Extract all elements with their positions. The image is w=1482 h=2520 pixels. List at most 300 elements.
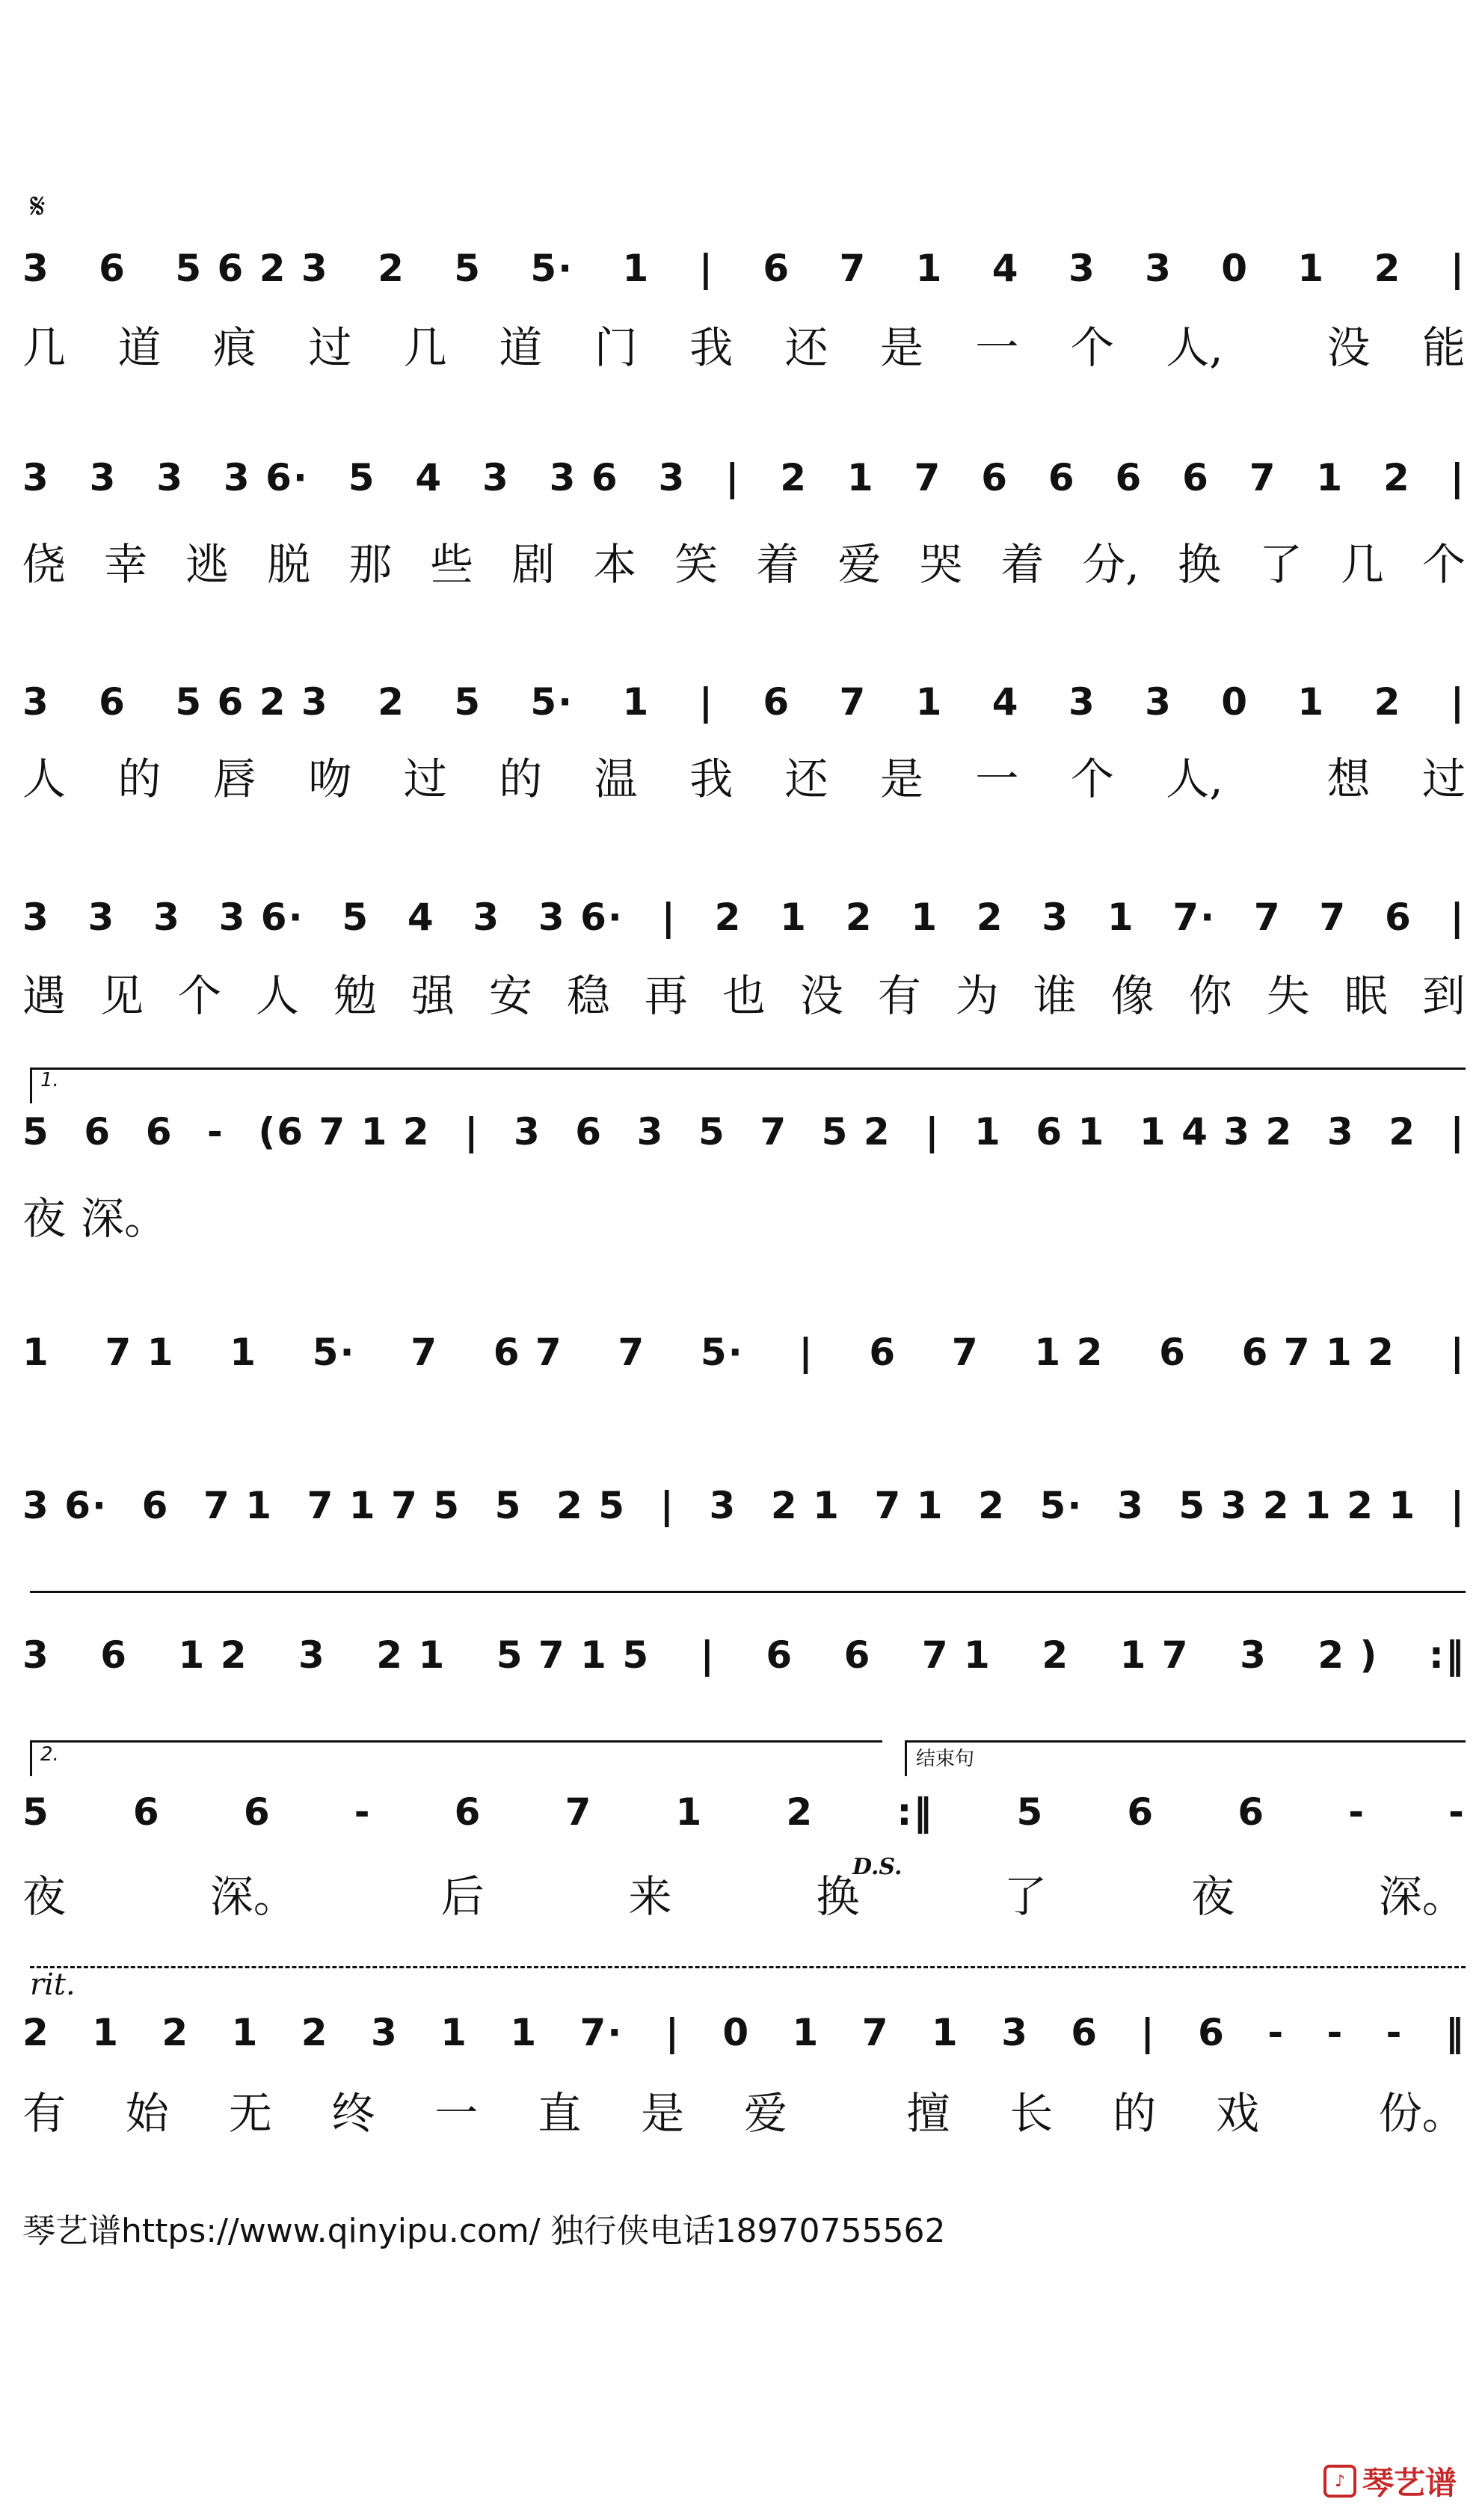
note-group: 2	[22, 2011, 50, 2054]
note-group: |	[698, 247, 714, 290]
lyric-char: 几	[22, 322, 67, 373]
lyric-char: 能	[1421, 322, 1466, 373]
note-group: 6 7	[493, 1331, 563, 1374]
lyric-char: 为	[955, 970, 999, 1021]
note-group: 5 2	[821, 1110, 891, 1153]
note-group: 2 )	[1317, 1633, 1379, 1677]
note-group: 6	[981, 456, 1009, 499]
segno-sign: 𝄋	[30, 185, 46, 227]
note-group: 1	[510, 2011, 538, 2054]
lyric-char: 擅	[906, 2088, 950, 2139]
note-group: 5·	[312, 1331, 356, 1374]
lyric-char: 道	[117, 322, 162, 373]
note-group: 2	[1042, 1633, 1070, 1677]
note-group: 2	[301, 2011, 329, 2054]
note-group: 3	[658, 456, 686, 499]
note-group: 6	[99, 680, 126, 724]
logo-icon: ♪	[1323, 2465, 1356, 2498]
note-group: 6	[1237, 1790, 1266, 1834]
volta-1-bracket	[30, 1068, 1466, 1070]
lyric-char: 一	[975, 754, 1019, 804]
note-group: 2	[845, 896, 873, 939]
note-group: 4	[991, 247, 1020, 290]
note-group: 3	[89, 456, 117, 499]
lyric-char: 几	[1340, 539, 1384, 590]
note-group: 3	[298, 1633, 326, 1677]
note-group: 7 1	[874, 1484, 944, 1527]
note-group: |	[665, 2011, 680, 2054]
note-group: -	[354, 1790, 372, 1834]
note-group: 5·	[700, 1331, 744, 1374]
note-group: 3	[1042, 896, 1070, 939]
note-group: 6	[1384, 896, 1412, 939]
logo-text: 琴艺谱	[1362, 2465, 1457, 2501]
lyrics-row-2	[22, 529, 1466, 592]
note-group: |	[1450, 456, 1466, 499]
note-group: 3	[87, 896, 116, 939]
note-group: 5·	[530, 680, 574, 724]
note-group: |	[700, 1633, 716, 1677]
note-group: -	[1267, 2011, 1285, 2054]
lyric-char: 后	[440, 1871, 485, 1922]
note-group: 0	[1221, 680, 1249, 724]
lyric-char: 哭	[919, 539, 963, 590]
note-group: |	[659, 1484, 675, 1527]
lyrics-row-5	[22, 1183, 1466, 1246]
note-group: 3 6·	[218, 896, 304, 939]
notation-row-9	[22, 1790, 1466, 1834]
lyric-char: 一	[975, 322, 1019, 373]
note-group: 4	[415, 456, 443, 499]
lyric-char: 唇	[212, 754, 256, 804]
note-group: 3	[370, 2011, 399, 2054]
note-group: 5·	[530, 247, 574, 290]
note-group: |	[661, 896, 677, 939]
lyric-char: 眠	[1344, 970, 1388, 1021]
notation-row-10	[22, 2011, 1466, 2054]
note-group: 2	[1374, 680, 1402, 724]
note-group: 3	[156, 456, 185, 499]
lyric-char: 夜	[22, 1871, 67, 1922]
note-group: 2 5	[556, 1484, 627, 1527]
lyric-char: 些	[430, 539, 474, 590]
note-group: 6	[843, 1633, 872, 1677]
note-group: |	[698, 680, 714, 724]
note-group: 6	[1127, 1790, 1155, 1834]
volta-2-tick	[30, 1740, 32, 1776]
note-group: 7	[411, 1331, 438, 1374]
note-group: 3	[1145, 247, 1172, 290]
lyric-char: 终	[331, 2088, 375, 2139]
lyric-char: 换	[1177, 539, 1221, 590]
note-group: 7	[861, 2011, 890, 2054]
notation-row-4	[22, 896, 1466, 939]
note-group: |	[464, 1110, 480, 1153]
ending-bracket	[905, 1740, 1466, 1743]
lyric-char: 想	[1326, 754, 1371, 804]
note-group: 1 2	[1034, 1331, 1104, 1374]
note-group: 1	[974, 1110, 1002, 1153]
note-group: |	[1450, 1110, 1466, 1153]
note-group: 5·	[1039, 1484, 1083, 1527]
note-group: 2	[378, 680, 405, 724]
lyric-char: 没	[799, 970, 843, 1021]
note-group: 6	[1198, 2011, 1226, 2054]
note-group: 3	[482, 456, 510, 499]
notation-row-7	[22, 1484, 1466, 1527]
note-group: 1	[92, 2011, 120, 2054]
note-group: 5	[698, 1110, 726, 1153]
lyric-char: 来	[628, 1871, 672, 1922]
lyric-char: 安	[488, 970, 532, 1021]
note-group: 5	[342, 896, 370, 939]
note-group: 2	[978, 1484, 1006, 1527]
lyric-char: 过	[1421, 754, 1466, 804]
volta-1-label: 1.	[40, 1069, 59, 1091]
volta-1-tick	[30, 1068, 32, 1103]
lyric-char: 人	[255, 970, 299, 1021]
lyrics-row-3	[22, 744, 1466, 807]
note-group: 1	[675, 1790, 704, 1834]
note-group: |	[1450, 247, 1466, 290]
lyric-char: 一	[434, 2088, 479, 2139]
lyric-char: 是	[879, 754, 923, 804]
lyric-char: 人	[22, 754, 67, 804]
note-group: 1	[915, 680, 944, 724]
note-group: 6 1	[1036, 1110, 1106, 1153]
lyric-char: 过	[403, 754, 447, 804]
note-group: 3	[22, 456, 50, 499]
lyric-char: 温	[594, 754, 638, 804]
note-group: -	[1448, 1790, 1466, 1834]
note-group: 6	[243, 1790, 271, 1834]
note-group: 1 4 3 2	[1139, 1110, 1294, 1153]
note-group: 2	[1383, 456, 1411, 499]
note-group: 0	[1221, 247, 1249, 290]
note-group: ‖	[1445, 2011, 1466, 2054]
note-group: -	[1348, 1790, 1365, 1834]
note-group: |	[925, 1110, 941, 1153]
note-group: 3 6·	[538, 896, 624, 939]
note-group: 5	[454, 680, 482, 724]
note-group: 3	[153, 896, 181, 939]
note-group: 3	[1145, 680, 1172, 724]
note-group: 0	[722, 2011, 751, 2054]
note-group: 1	[230, 1331, 257, 1374]
note-group: 1	[1107, 896, 1135, 939]
lyric-char: 谁	[1033, 970, 1077, 1021]
lyric-char: 笑	[674, 539, 719, 590]
note-group: 2	[976, 896, 1004, 939]
lyric-char: 人,	[1166, 754, 1223, 804]
note-group: 1	[792, 2011, 820, 2054]
lyric-char: 几	[403, 322, 447, 373]
lyric-char: 爱	[743, 2088, 787, 2139]
note-group: 2	[162, 2011, 190, 2054]
note-group: 6 7 1 2	[1241, 1331, 1395, 1374]
note-group: 6	[1182, 456, 1210, 499]
lyric-char: 夜	[1191, 1871, 1235, 1922]
note-group: 1	[931, 2011, 959, 2054]
lyric-char: 的	[1113, 2088, 1157, 2139]
note-group: 6	[763, 247, 791, 290]
lyric-char: 我	[689, 322, 734, 373]
lyric-char: 夜	[22, 1193, 67, 1244]
note-group: 1	[846, 456, 875, 499]
note-group: 6	[132, 1790, 161, 1834]
lyric-char: 痕	[212, 322, 256, 373]
note-group: 1	[231, 2011, 259, 2054]
lyric-char: 侥	[22, 539, 67, 590]
lyric-char: 了	[1258, 539, 1303, 590]
lyric-char: 再	[644, 970, 688, 1021]
lyric-char: 还	[784, 754, 828, 804]
note-group: 3	[709, 1484, 737, 1527]
note-group: 6	[99, 247, 126, 290]
note-group: |	[1140, 2011, 1156, 2054]
lyrics-row-10	[22, 2078, 1466, 2141]
note-group: 5 6 2 3	[175, 680, 329, 724]
note-group: 3	[1116, 1484, 1145, 1527]
lyric-char: 逃	[185, 539, 230, 590]
note-group: 2	[378, 247, 405, 290]
lyric-char: 稳	[566, 970, 610, 1021]
lyric-char: 着	[1000, 539, 1045, 590]
notation-row-3	[22, 680, 1466, 724]
ds-marking: D.S.	[852, 1854, 903, 1880]
lyric-char: 强	[411, 970, 455, 1021]
lyric-char: 换	[816, 1871, 860, 1922]
note-group: 5 7 1 5	[496, 1633, 651, 1677]
note-group: 2	[786, 1790, 814, 1834]
note-group: 5	[454, 247, 482, 290]
lyric-char: 遇	[22, 970, 67, 1021]
lyric-char: 脱	[267, 539, 311, 590]
lyrics-row-4	[22, 961, 1466, 1023]
lyric-char: 还	[784, 322, 828, 373]
note-group: 6	[869, 1331, 897, 1374]
note-group: 1	[440, 2011, 468, 2054]
note-group: 1 2	[178, 1633, 248, 1677]
note-group: 2 1	[770, 1484, 840, 1527]
lyric-char: 那	[348, 539, 393, 590]
note-group: 7	[1249, 456, 1277, 499]
note-group: |	[1450, 1484, 1466, 1527]
note-group: 6	[1071, 2011, 1099, 2054]
lyric-char: 的	[117, 754, 162, 804]
lyric-char: 始	[125, 2088, 169, 2139]
lyric-char: 人,	[1166, 322, 1223, 373]
note-group: 3	[22, 896, 50, 939]
note-group: 6	[763, 680, 791, 724]
lyrics-row-1	[22, 312, 1466, 375]
note-group: 7	[951, 1331, 980, 1374]
lyric-char: 深。	[1378, 1871, 1466, 1922]
note-group: 1 7	[1119, 1633, 1190, 1677]
note-group: 4	[991, 680, 1020, 724]
lyric-char: 戏	[1216, 2088, 1260, 2139]
lyric-char: 到	[1421, 970, 1466, 1021]
lyric-char: 有	[22, 2088, 67, 2139]
note-group: 7	[839, 680, 867, 724]
note-group: 7	[760, 1110, 788, 1153]
note-group: 6	[1048, 456, 1076, 499]
note-group: 3 6·	[22, 1484, 108, 1527]
lyric-char: 长	[1009, 2088, 1054, 2139]
note-group: -	[1326, 2011, 1344, 2054]
lyric-char: 深。	[209, 1871, 297, 1922]
rit-line	[30, 1966, 1466, 1968]
note-group: 7 1 7 5	[307, 1484, 461, 1527]
note-group: 7	[839, 247, 867, 290]
site-logo	[1323, 2459, 1457, 2504]
note-group: 6	[100, 1633, 129, 1677]
lyric-char: 本	[593, 539, 637, 590]
note-group: 2	[1374, 247, 1402, 290]
note-group: 6	[575, 1110, 603, 1153]
note-group: 1	[915, 247, 944, 290]
notation-row-2	[22, 456, 1466, 499]
note-group: 5	[494, 1484, 523, 1527]
note-group: 3	[473, 896, 501, 939]
note-group: 7	[1253, 896, 1282, 939]
lyric-char: 幸	[104, 539, 148, 590]
note-group: 7	[1319, 896, 1347, 939]
note-group: 3	[22, 1633, 50, 1677]
note-group: 3 6·	[223, 456, 309, 499]
note-group: 6	[1115, 456, 1143, 499]
note-group: 7 1	[203, 1484, 273, 1527]
note-group: 1	[1297, 247, 1326, 290]
note-group: 7·	[579, 2011, 624, 2054]
lyric-char: 没	[1326, 322, 1371, 373]
lyric-char: 勉	[333, 970, 377, 1021]
note-group: 3	[1068, 680, 1096, 724]
note-group: 7	[914, 456, 942, 499]
note-group: |	[1450, 680, 1466, 724]
note-group: 7 1	[921, 1633, 991, 1677]
lyric-char: 个	[1070, 754, 1114, 804]
lyric-char: 的	[499, 754, 543, 804]
note-group: 3	[636, 1110, 665, 1153]
volta-2-label: 2.	[40, 1743, 59, 1766]
note-group: 1	[1316, 456, 1344, 499]
note-group: 6	[454, 1790, 482, 1834]
note-group: :‖	[1428, 1633, 1466, 1677]
note-group: 6	[145, 1110, 173, 1153]
lyric-char: 像	[1110, 970, 1154, 1021]
lyric-char: 见	[99, 970, 144, 1021]
note-group: |	[1450, 1331, 1466, 1374]
lyric-char: 分,	[1082, 539, 1140, 590]
note-group: 6	[84, 1110, 112, 1153]
lyric-char: 你	[1188, 970, 1232, 1021]
note-group: 5	[22, 1790, 50, 1834]
note-group: -	[207, 1110, 224, 1153]
lyric-char: 是	[641, 2088, 685, 2139]
lyric-char: 过	[308, 322, 352, 373]
note-group: 4	[407, 896, 435, 939]
lyric-char: 是	[879, 322, 923, 373]
note-group: 6	[766, 1633, 794, 1677]
note-group: 5 6 2 3	[175, 247, 329, 290]
rit-marking: rit.	[30, 1968, 76, 2002]
lyric-char: 道	[499, 322, 543, 373]
lyric-char: 我	[689, 754, 734, 804]
note-group: 5	[1016, 1790, 1045, 1834]
note-group: 3	[22, 247, 50, 290]
volta-2-bracket	[30, 1740, 882, 1743]
lyric-char: 个	[177, 970, 221, 1021]
note-group: 1	[22, 1331, 50, 1374]
lyric-char: 了	[1003, 1871, 1048, 1922]
note-group: 2	[714, 896, 742, 939]
note-group: 3	[1240, 1633, 1267, 1677]
note-group: (6 7 1 2	[258, 1110, 431, 1153]
note-group: 3	[1326, 1110, 1355, 1153]
note-group: 7	[618, 1331, 646, 1374]
note-group: 7	[565, 1790, 593, 1834]
notation-row-6	[22, 1331, 1466, 1374]
lyric-char: 个	[1070, 322, 1114, 373]
note-group: 6	[1159, 1331, 1187, 1374]
lyric-char: 份。	[1378, 2088, 1466, 2139]
note-group: 2 1	[376, 1633, 446, 1677]
note-group: 2	[780, 456, 808, 499]
note-group: -	[1386, 2011, 1403, 2054]
note-group: 3 6	[549, 456, 619, 499]
lyric-char: 无	[228, 2088, 272, 2139]
note-group: |	[1450, 896, 1466, 939]
lyric-char: 吻	[308, 754, 352, 804]
note-group: 5 3 2 1 2 1	[1178, 1484, 1417, 1527]
lyric-char: 门	[594, 322, 638, 373]
ending-tick	[905, 1740, 907, 1776]
note-group: 1	[1297, 680, 1326, 724]
notation-row-5	[22, 1110, 1466, 1153]
notation-row-1	[22, 247, 1466, 290]
note-group: 5	[348, 456, 376, 499]
note-group: 1	[911, 896, 939, 939]
note-group: 1	[622, 247, 651, 290]
repeat-bracket	[30, 1591, 1466, 1593]
note-group: 3	[1001, 2011, 1029, 2054]
note-group: 3	[513, 1110, 541, 1153]
note-group: 6	[141, 1484, 170, 1527]
note-group: 1	[780, 896, 808, 939]
note-group: 7 1	[105, 1331, 175, 1374]
note-group: 7·	[1172, 896, 1217, 939]
note-group: 3	[1068, 247, 1096, 290]
lyric-char: 剧	[511, 539, 556, 590]
footer-text: 琴艺谱https://www.qinyipu.com/ 独行侠电话18970755562	[22, 2212, 946, 2250]
lyric-char: 也	[722, 970, 766, 1021]
lyric-char: 着	[756, 539, 800, 590]
lyric-char: 直	[538, 2088, 582, 2139]
note-group: |	[799, 1331, 814, 1374]
note-group: 1	[622, 680, 651, 724]
lyric-char: 失	[1266, 970, 1310, 1021]
note-group: 2	[1389, 1110, 1416, 1153]
lyric-char: 有	[877, 970, 921, 1021]
lyric-char: 个	[1421, 539, 1466, 590]
lyric-char: 爱	[837, 539, 882, 590]
lyrics-row-9	[22, 1861, 1466, 1924]
lyric-char: 深。	[81, 1193, 168, 1244]
note-group: |	[725, 456, 741, 499]
ending-label: 结束句	[916, 1748, 975, 1770]
notation-row-8	[22, 1633, 1466, 1677]
